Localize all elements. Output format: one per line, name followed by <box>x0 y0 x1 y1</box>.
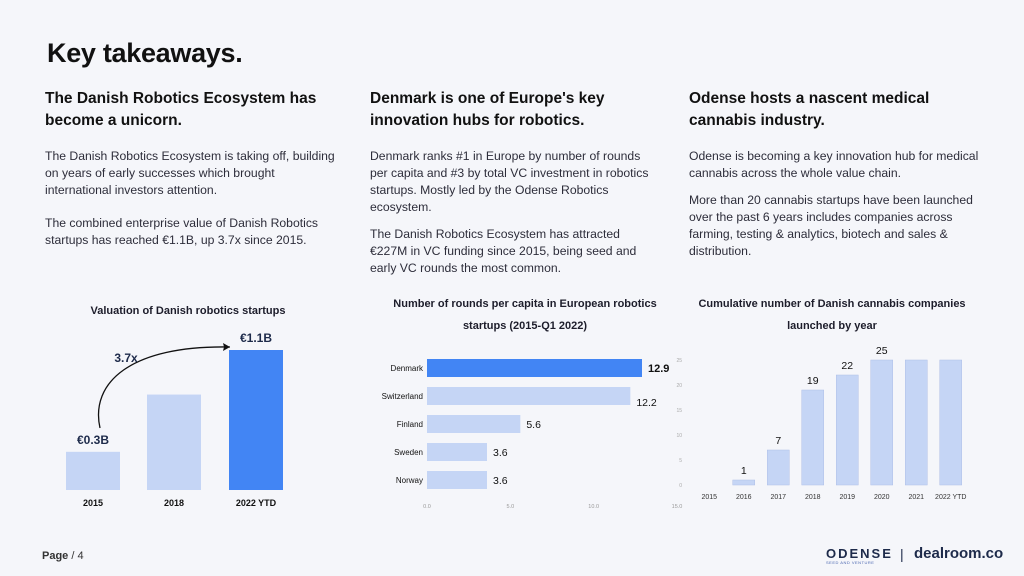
page-label: Page <box>42 550 69 562</box>
x-tick-label: 2017 <box>770 494 787 501</box>
x-tick-label: 2019 <box>839 494 856 501</box>
cannabis-companies-chart <box>670 335 980 510</box>
column-heading: The Danish Robotics Ecosystem has become a unicorn. <box>45 90 317 129</box>
x-tick-label: 2015 <box>701 494 718 501</box>
x-tick-label: 0.0 <box>423 504 431 510</box>
data-label: €1.1B <box>239 331 273 345</box>
logo-separator: | <box>900 546 904 562</box>
bar <box>427 471 487 489</box>
data-label: €0.3B <box>76 432 110 447</box>
data-label: 1 <box>740 465 747 477</box>
category-label: Switzerland <box>381 392 423 401</box>
x-tick-label: 2020 <box>873 494 890 501</box>
bar <box>427 443 487 461</box>
x-tick-label: 5.0 <box>506 504 515 510</box>
x-tick-label: 2018 <box>163 498 185 508</box>
bar <box>427 387 630 405</box>
takeaway-column-1 <box>45 88 335 249</box>
data-label: 12.2 <box>636 397 657 409</box>
column-paragraph: The Danish Robotics Ecosystem is taking off, building on years of early successes which brought international investors attention. <box>45 149 335 197</box>
category-label: Sweden <box>394 448 423 457</box>
x-tick-label: 2016 <box>735 494 752 501</box>
bar <box>802 390 824 485</box>
chart-2-title: Number of rounds per capita in European robotics startups (2015-Q1 2022) <box>393 298 657 332</box>
growth-annotation: 3.7x <box>114 351 138 365</box>
column-heading: Denmark is one of Europe's key innovation hubs for robotics. <box>370 90 605 129</box>
column-paragraph: The Danish Robotics Ecosystem has attracted €227M in VC funding since 2015, being seed and early VC rounds the most common. <box>370 227 637 275</box>
x-tick-label: 2022 YTD <box>935 494 967 501</box>
bar <box>767 450 789 485</box>
bar <box>905 360 927 485</box>
y-tick-label: 25 <box>676 358 682 364</box>
odense-logo-sub: SEED AND VENTURE <box>826 560 875 565</box>
bar <box>733 480 755 485</box>
column-paragraph: Odense is becoming a key innovation hub for medical cannabis across the whole value chain. <box>689 149 979 180</box>
valuation-chart <box>40 325 320 515</box>
dealroom-logo: dealroom.co <box>914 545 1004 562</box>
takeaway-column-3 <box>689 88 979 260</box>
y-tick-label: 15 <box>676 408 682 414</box>
chart-3-title: Cumulative number of Danish cannabis companies launched by year <box>698 298 966 332</box>
bar <box>427 415 520 433</box>
page-number: / 4 <box>71 550 84 562</box>
odense-logo-text: ODENSE <box>826 546 893 561</box>
chart-1-title: Valuation of Danish robotics startups <box>90 305 286 317</box>
bar <box>147 395 201 490</box>
data-label: 3.6 <box>493 447 508 459</box>
y-tick-label: 20 <box>676 383 682 389</box>
bar <box>229 350 283 490</box>
column-paragraph: More than 20 cannabis startups have been launched over the past 6 years includes companies across farming, testing & analytics, biotech and sales & distribution. <box>689 193 973 258</box>
x-tick-label: 2015 <box>82 498 104 508</box>
y-tick-label: 5 <box>679 458 682 464</box>
bar <box>940 360 962 485</box>
data-label: 12.9 <box>648 363 670 375</box>
bar <box>427 359 642 377</box>
bar <box>836 375 858 485</box>
column-paragraph: The combined enterprise value of Danish Robotics startups has reached €1.1B, up 3.7x since 2015. <box>45 216 319 247</box>
arrow-head <box>223 343 230 351</box>
x-tick-label: 10.0 <box>588 504 600 510</box>
bar <box>871 360 893 485</box>
data-label: 22 <box>841 360 854 372</box>
x-tick-label: 15.0 <box>671 504 683 510</box>
rounds-per-capita-chart <box>360 345 690 515</box>
category-label: Norway <box>395 476 423 485</box>
category-label: Denmark <box>390 364 423 373</box>
y-tick-label: 10 <box>676 433 682 439</box>
x-tick-label: 2022 YTD <box>235 498 277 508</box>
takeaway-column-2 <box>370 88 660 277</box>
bar <box>66 452 120 490</box>
category-label: Finland <box>396 420 423 429</box>
data-label: 19 <box>806 375 819 387</box>
x-tick-label: 2021 <box>908 494 925 501</box>
data-label: 7 <box>775 435 782 447</box>
column-paragraph: Denmark ranks #1 in Europe by number of rounds per capita and #3 by total VC investment in robotics startups. Mostly led by the Odense Robotics ecosystem. <box>370 149 649 214</box>
x-tick-label: 2018 <box>804 494 821 501</box>
data-label: 3.6 <box>493 475 508 487</box>
y-tick-label: 0 <box>679 483 682 489</box>
page-indicator <box>42 550 84 562</box>
column-heading: Odense hosts a nascent medical cannabis industry. <box>689 90 930 129</box>
page-title: Key takeaways. <box>47 38 243 68</box>
data-label: 25 <box>875 345 888 357</box>
data-label: 5.6 <box>526 419 541 431</box>
odense-logo <box>826 546 893 565</box>
